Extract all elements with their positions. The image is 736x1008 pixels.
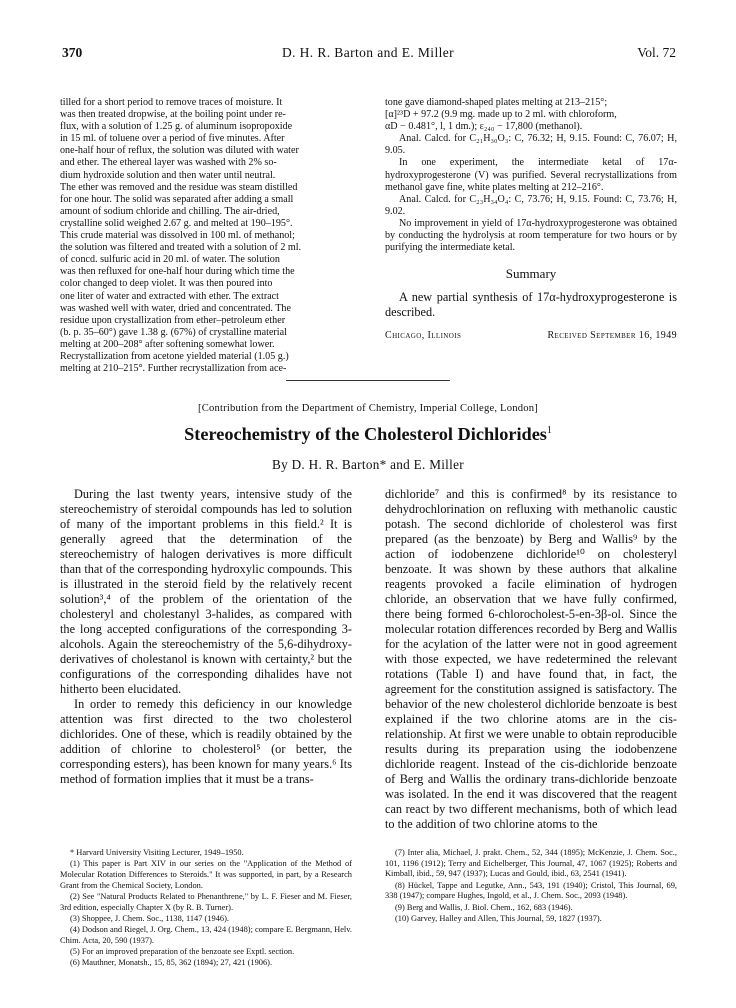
footnote: (7) Inter alia, Michael, J. prakt. Chem., 52, 344 (1895); McKenzie, J. Chem. Soc., 101, 1196 (1912); Terry and Eichelberger, This Journal, 47, 1067 (1925); Roberts and Kimball, ibid., 59, 947 (1937); Lucas and Gould, ibid., 63, 2541 (1941).	[385, 848, 677, 879]
text-line: the solution was filtered and treated with a solution of 2 ml.	[60, 242, 302, 254]
footnote: (8) Hückel, Tappe and Legutke, Ann., 543, 191 (1940); Cristol, This Journal, 69, 338 (1947); compare Hughes, Ingold, et al., J. Chem. Soc., 2093 (1948).	[385, 880, 677, 901]
text-line: was then treated dropwise, at the boiling point under re-	[60, 109, 286, 121]
ketal-paragraph: In one experiment, the intermediate ketal of 17α-hydroxyprogesterone (V) was purified. Several recrystallizations from methanol gave fine, white plates melting at 212–216°.	[385, 157, 677, 193]
footnote: (1) This paper is Part XIV in our series on the "Application of the Method of Molecular Rotation Differences to Steroids." It was supported, in part, by a Research Grant from the Chemical Society, London.	[60, 859, 352, 890]
summary-heading: Summary	[505, 266, 557, 282]
footnote: (9) Berg and Wallis, J. Biol. Chem., 162, 683 (1946).	[395, 902, 573, 912]
location: Chicago, Illinois	[385, 330, 462, 342]
text-line: dium hydroxide solution and then water until neutral.	[60, 169, 276, 181]
footnote: (10) Garvey, Halley and Allen, This Journal, 59, 1827 (1937).	[395, 913, 602, 923]
text-line: (b. p. 35–60°) gave 1.38 g. (67%) of crystalline material	[60, 326, 287, 338]
sign-off	[385, 330, 677, 342]
analysis-1: Anal. Calcd. for C₂₁H₃₀O₃: C, 76.32; H, 9.15. Found: C, 76.07; H, 9.05.	[385, 133, 677, 157]
body-column-right	[385, 487, 677, 832]
footnotes-left	[60, 848, 352, 969]
article-title-text: Stereochemistry of the Cholesterol Dichlorides	[184, 424, 547, 444]
text-line: This crude material was dissolved in 100 ml. of methanol;	[60, 230, 295, 242]
footnotes-right	[385, 848, 677, 925]
analysis-2: Anal. Calcd. for C₂₃H₃₄O₄: C, 73.76; H, 9.15. Found: C, 73.76; H, 9.02.	[385, 193, 677, 217]
text-line: The ether was removed and the residue was steam distilled	[60, 181, 298, 193]
text-line: was washed well with water, dried and concentrated. The	[60, 302, 291, 314]
text-line: melting at 200–208° after softening somewhat lower.	[60, 338, 275, 350]
summary-text: A new partial synthesis of 17α-hydroxyprogesterone is described.	[385, 290, 677, 320]
hydrolysis-paragraph: No improvement in yield of 17α-hydroxyprogesterone was obtained by conducting the hydrolysis at room temperature for two hours or by purifying the intermediate ketal.	[385, 217, 677, 254]
text-line: in 15 ml. of toluene over a period of five minutes. After	[60, 133, 285, 145]
footnote: (6) Mauthner, Monatsh., 15, 85, 362 (1894); 27, 421 (1906).	[70, 958, 273, 968]
text-line: Recrystallization from acetone yielded material (1.05 g.)	[60, 350, 289, 362]
text-line: and ether. The ethereal layer was washed with 2% so-	[60, 157, 277, 169]
footnote: * Harvard University Visiting Lecturer, 1949–1950.	[70, 848, 244, 857]
text-line: of concd. sulfuric acid in 20 ml. of water. The solution	[60, 254, 280, 266]
footnote: (5) For an improved preparation of the benzoate see Exptl. section.	[70, 946, 295, 956]
text-line: tone gave diamond-shaped plates melting at 213–215°;	[385, 97, 608, 108]
text-line: crystalline solid weighed 2.67 g. and melted at 190–195°.	[60, 217, 293, 229]
text-line: was then refluxed for one-half hour during which time the	[60, 266, 295, 278]
text-line: color changed to deep violet. It was then poured into	[60, 278, 273, 290]
contribution-line: [Contribution from the Department of Chemistry, Imperial College, London]	[198, 403, 538, 414]
article-title	[60, 424, 676, 445]
text-line: melting at 210–215°. Further recrystallization from ace-	[60, 363, 287, 375]
running-head-authors: D. H. R. Barton and E. Miller	[281, 45, 455, 60]
text-line: amount of sodium chloride and chilling. The air-dried,	[60, 205, 280, 217]
body-paragraph: During the last twenty years, intensive study of the stereochemistry of steroidal compounds has led to solution of many of the important problems in this field.² It is generally agreed that the determination of the stereochemistry of halogen derivatives is more difficult than that of the corresponding hydroxylic compounds. This is illustrated in the steroid field by the relatively recent solution³,⁴ of the problem of the orientation of the cholesteryl and cholestanyl 3-halides, as compared with the long accepted configurations of the corresponding 3-alcohols. Again the stereochemistry of the 5,6-dihydroxy-derivatives of cholestanol is known with certainty,² but the configurations of the corresponding dihalides have not hitherto been elucidated.	[60, 487, 352, 696]
text-line: tilled for a short period to remove traces of moisture. It	[60, 97, 283, 108]
footnote: (4) Dodson and Riegel, J. Org. Chem., 13, 424 (1948); compare E. Bergmann, Helv. Chim. Acta, 20, 590 (1937).	[60, 924, 352, 945]
footnote: (3) Shoppee, J. Chem. Soc., 1138, 1147 (1946).	[70, 913, 229, 923]
title-footnote-marker: 1	[546, 424, 552, 436]
optical-data-paragraph	[385, 97, 677, 133]
body-paragraph: dichloride⁷ and this is confirmed⁸ by its resistance to dehydrochlorination on refluxing with methanolic caustic potash. The second dichloride of cholesterol was first prepared (as the benzoate) by Berg and Wallis⁹ by the action of iodobenzene dichloride¹⁰ on cholesteryl benzoate. It was shown by these authors that alkaline reagents provoked a facile elimination of hydrogen chloride, an observation that we have fully confirmed, there being formed 6-chlorocholest-5-en-3β-ol. Since the molecular rotation differences recorded by Berg and Wallis for the acylation of the latter were not in good agreement with those expected, we have redetermined the relevant rotations (Table I) and have found that, in fact, the agreement for the constitution assigned is satisfactory. The behavior of the new cholesterol dichloride benzoate is best explained if the two chlorine atoms are in the cis-relationship. At first we were unable to obtain reproducible results during its preparation using the iodobenzene dichloride reagent. Instead of the cis-dichloride benzoate of Berg and Wallis the ordinary trans-dichloride benzoate was isolated. In the end it was discovered that the reagent can react by two different mechanisms, both of which lead to the addition of two chlorine atoms to the	[385, 487, 677, 831]
journal-volume: Vol. 72	[637, 45, 676, 60]
section-divider	[286, 380, 450, 381]
experimental-paragraph	[60, 97, 350, 375]
text-line: [α]²³D + 97.2 (9.9 mg. made up to 2 ml. with chloroform,	[385, 109, 617, 121]
text-line: for one hour. The solid was separated after adding a small	[60, 193, 294, 205]
experimental-continued-right	[385, 97, 677, 342]
text-line: one liter of water and extracted with ether. The extract	[60, 290, 279, 302]
byline: By D. H. R. Barton* and E. Miller	[272, 457, 464, 472]
page-header	[60, 45, 676, 65]
text-line: one-half hour of reflux, the solution was diluted with water	[60, 145, 299, 157]
text-line: residue upon crystallization from ether–petroleum ether	[60, 314, 286, 326]
text-line: αD − 0.481°, l, 1 dm.); ε₂₄₀ − 17,800 (methanol).	[385, 121, 583, 133]
body-column-left	[60, 487, 352, 787]
experimental-continued-left	[60, 97, 350, 375]
received-date: Received September 16, 1949	[547, 330, 677, 342]
page-number: 370	[62, 45, 83, 60]
body-paragraph: In order to remedy this deficiency in our knowledge attention was first directed to the two cholesterol dichlorides. One of these, which is readily obtained by the addition of chlorine to cholesterol⁵ (or better, the corresponding esters), has been known for many years.⁶ Its method of formation implies that it must be a trans-	[60, 697, 352, 786]
footnote: (2) See "Natural Products Related to Phenanthrene," by L. F. Fieser and M. Fieser, 3rd edition, especially Chapter X (by R. B. Turner).	[60, 891, 352, 912]
text-line: flux, with a solution of 1.25 g. of aluminum isopropoxide	[60, 121, 293, 133]
